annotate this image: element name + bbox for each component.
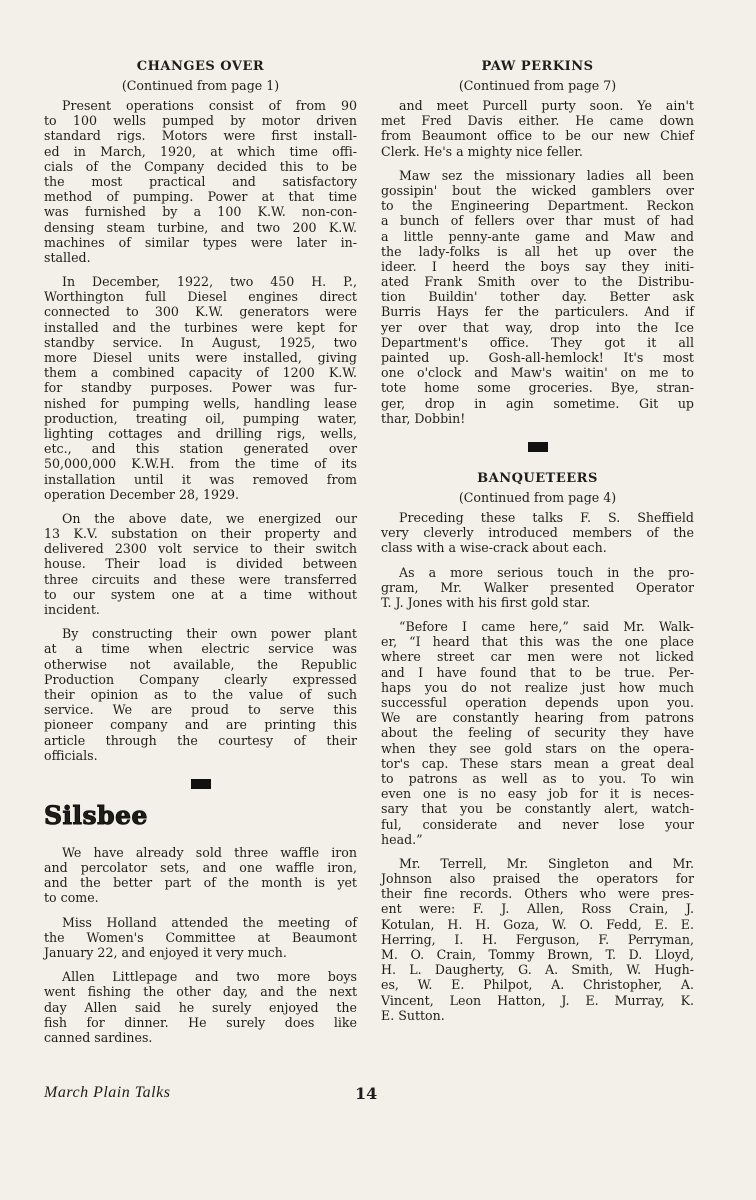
text-line: stalled. bbox=[44, 249, 91, 265]
text-line: to come. bbox=[44, 890, 99, 906]
text-line: fish for dinner. He surely does like bbox=[44, 1014, 357, 1030]
paragraph bbox=[44, 915, 357, 961]
text-line: January 22, and enjoyed it very much. bbox=[44, 945, 287, 960]
article-title: CHANGES OVER bbox=[136, 59, 265, 74]
text-line: We have already sold three waffle iron bbox=[62, 844, 357, 860]
text-line: was furnished by a 100 K.W. non-con- bbox=[44, 204, 357, 220]
text-line: ideer. I heerd the boys say they initi- bbox=[381, 258, 694, 274]
text-line: Department's office. They got it all bbox=[381, 334, 694, 350]
text-line: to patrons as well as to you. To win bbox=[381, 770, 694, 786]
text-line: the most practical and satisfactory bbox=[44, 173, 357, 189]
paragraph bbox=[381, 168, 694, 426]
text-line: densing steam turbine, and two 200 K.W. bbox=[44, 219, 357, 235]
paragraph bbox=[44, 845, 357, 906]
text-line: Johnson also praised the operators for bbox=[381, 871, 694, 887]
article-continued-note: (Continued from page 1) bbox=[121, 78, 280, 93]
text-line: ent were: F. J. Allen, Ross Crain, J. bbox=[381, 901, 694, 917]
text-line: installed and the turbines were kept for bbox=[44, 319, 357, 335]
article-continued-note: (Continued from page 7) bbox=[458, 78, 617, 93]
text-line: when they see gold stars on the opera- bbox=[381, 740, 694, 756]
article-banqueteers bbox=[381, 470, 694, 1023]
text-line: nished for pumping wells, handling lease bbox=[44, 395, 357, 411]
text-line: method of pumping. Power at that time bbox=[44, 189, 357, 205]
left-column bbox=[44, 58, 357, 1054]
text-line: went fishing the other day, and the next bbox=[44, 984, 357, 1000]
text-line: Clerk. He's a mighty nice feller. bbox=[381, 143, 583, 159]
text-line: ful, considerate and never lose your bbox=[381, 816, 694, 832]
text-line: ed in March, 1920, at which time offi- bbox=[44, 143, 357, 159]
text-line: house. Their load is divided between bbox=[44, 556, 357, 572]
text-line: thar, Dobbin! bbox=[381, 410, 466, 426]
paragraph bbox=[44, 969, 357, 1045]
text-line: installation until it was removed from bbox=[44, 471, 357, 487]
text-line: one o'clock and Maw's waitin' on me to bbox=[381, 365, 694, 381]
text-line: machines of similar types were later in- bbox=[44, 234, 357, 250]
text-line: them a combined capacity of 1200 K.W. bbox=[44, 365, 357, 381]
text-line: etc., and this station generated over bbox=[44, 441, 357, 457]
text-line: connected to 300 K.W. generators were bbox=[44, 304, 357, 320]
text-line: cials of the Company decided this to be bbox=[44, 158, 357, 174]
text-line: painted up. Gosh-all-hemlock! It's most bbox=[381, 350, 694, 365]
text-line: article through the courtesy of their bbox=[44, 732, 357, 748]
text-line: their opinion as to the value of such bbox=[44, 686, 357, 702]
text-line: to 100 wells pumped by motor driven bbox=[44, 113, 357, 129]
text-line: ger, drop in agin sometime. Git up bbox=[381, 395, 694, 411]
text-line: standby service. In August, 1925, two bbox=[44, 334, 357, 350]
text-line: more Diesel units were installed, giving bbox=[44, 350, 357, 365]
text-line: yer over that way, drop into the Ice bbox=[381, 319, 694, 335]
text-line: a little penny-ante game and Maw and bbox=[381, 228, 694, 244]
text-line: to our system one at a time without bbox=[44, 586, 357, 602]
text-line: their fine records. Others who were pres- bbox=[381, 886, 694, 902]
text-line: and I have found that to be true. Per- bbox=[381, 664, 694, 680]
paragraph bbox=[381, 565, 694, 611]
text-line: As a more serious touch in the pro- bbox=[399, 564, 694, 580]
text-line: met Fred Davis either. He came down bbox=[381, 113, 694, 129]
text-line: to the Engineering Department. Reckon bbox=[381, 198, 694, 214]
text-line: es, W. E. Philpot, A. Christopher, A. bbox=[381, 977, 694, 993]
text-line: the Women's Committee at Beaumont bbox=[44, 929, 357, 945]
text-line: for standby purposes. Power was fur- bbox=[44, 380, 357, 396]
text-line: haps you do not realize just how much bbox=[381, 679, 694, 695]
text-line: incident. bbox=[44, 602, 100, 617]
text-line: and the better part of the month is yet bbox=[44, 875, 357, 891]
text-line: In December, 1922, two 450 H. P., bbox=[62, 274, 357, 290]
text-line: Kotulan, H. H. Goza, W. O. Fedd, E. E. bbox=[381, 916, 694, 932]
text-line: otherwise not available, the Republic bbox=[44, 656, 357, 672]
text-line: Maw sez the missionary ladies all been bbox=[399, 167, 694, 183]
text-line: service. We are proud to serve this bbox=[44, 702, 357, 718]
section-heading: Silsbee bbox=[44, 800, 148, 830]
text-line: tion Buildin' tother day. Better ask bbox=[381, 289, 694, 305]
text-line: Production Company clearly expressed bbox=[44, 671, 357, 687]
text-line: H. L. Daugherty, G. A. Smith, W. Hugh- bbox=[381, 962, 694, 978]
text-line: sary that you be constantly alert, watch- bbox=[381, 801, 694, 817]
text-line: day Allen said he surely enjoyed the bbox=[44, 999, 357, 1015]
paragraph bbox=[44, 274, 357, 502]
text-line: and percolator sets, and one waffle iron, bbox=[44, 860, 357, 876]
text-line: delivered 2300 volt service to their switch bbox=[44, 541, 357, 557]
article-continued-note: (Continued from page 4) bbox=[458, 489, 617, 505]
page-number: 14 bbox=[355, 1084, 378, 1103]
article-silsbee bbox=[44, 801, 357, 1045]
text-line: Allen Littlepage and two more boys bbox=[62, 969, 357, 985]
text-line: gram, Mr. Walker presented Operator bbox=[381, 579, 694, 595]
text-line: three circuits and these were transferred bbox=[44, 571, 357, 587]
text-line: er, “I heard that this was the one place bbox=[381, 634, 694, 650]
paragraph bbox=[44, 98, 357, 265]
text-line: canned sardines. bbox=[44, 1029, 153, 1045]
text-line: where street car men were not licked bbox=[381, 649, 694, 665]
text-line: T. J. Jones with his first gold star. bbox=[381, 594, 591, 610]
text-line: class with a wise-crack about each. bbox=[381, 540, 607, 556]
text-line: ated Frank Smith over to the Distribu- bbox=[381, 274, 694, 290]
text-line: lighting cottages and drilling rigs, wells, bbox=[44, 425, 357, 441]
article-changes-over bbox=[44, 58, 357, 763]
text-line: at a time when electric service was bbox=[44, 641, 357, 657]
text-line: Mr. Terrell, Mr. Singleton and Mr. bbox=[399, 855, 694, 871]
article-title: BANQUETEERS bbox=[477, 470, 598, 486]
text-line: Herring, I. H. Ferguson, F. Perryman, bbox=[381, 931, 694, 947]
paragraph bbox=[381, 510, 694, 556]
text-line: Vincent, Leon Hatton, J. E. Murray, K. bbox=[381, 992, 694, 1008]
text-line: even one is no easy job for it is neces- bbox=[381, 786, 694, 802]
text-line: We are constantly hearing from patrons bbox=[381, 710, 694, 726]
section-divider bbox=[191, 779, 211, 789]
text-line: On the above date, we energized our bbox=[62, 510, 357, 526]
text-line: pioneer company and are printing this bbox=[44, 717, 357, 733]
text-line: the lady-folks is all het up over the bbox=[381, 243, 694, 259]
text-line: head.” bbox=[381, 831, 423, 847]
text-line: and meet Purcell purty soon. Ye ain't bbox=[399, 98, 694, 113]
text-line: about the feeling of security they have bbox=[381, 725, 694, 741]
text-line: Worthington full Diesel engines direct bbox=[44, 289, 357, 305]
paragraph bbox=[44, 626, 357, 763]
article-paw-perkins bbox=[381, 58, 694, 426]
text-line: Miss Holland attended the meeting of bbox=[62, 914, 357, 930]
text-line: very cleverly introduced members of the bbox=[381, 525, 694, 541]
text-line: from Beaumont office to be our new Chief bbox=[381, 128, 694, 144]
text-line: By constructing their own power plant bbox=[62, 626, 357, 642]
text-line: 50,000,000 K.W.H. from the time of its bbox=[44, 456, 357, 472]
text-line: Preceding these talks F. S. Sheffield bbox=[399, 509, 694, 525]
text-line: tor's cap. These stars mean a great deal bbox=[381, 755, 694, 771]
publication-name: March Plain Talks bbox=[44, 1084, 171, 1101]
text-line: 13 K.V. substation on their property and bbox=[44, 526, 357, 542]
text-line: a bunch of fellers over thar must of had bbox=[381, 213, 694, 229]
text-line: E. Sutton. bbox=[381, 1007, 445, 1023]
text-line: successful operation depends upon you. bbox=[381, 695, 694, 710]
paragraph bbox=[44, 511, 357, 617]
paragraph bbox=[381, 856, 694, 1023]
text-line: M. O. Crain, Tommy Brown, T. D. Lloyd, bbox=[381, 947, 694, 962]
text-line: operation December 28, 1929. bbox=[44, 486, 240, 502]
text-line: tote home some groceries. Bye, stran- bbox=[381, 380, 694, 396]
text-line: “Before I came here,” said Mr. Walk- bbox=[399, 619, 694, 635]
article-title: PAW PERKINS bbox=[481, 59, 594, 74]
text-line: officials. bbox=[44, 747, 98, 763]
text-line: Burris Hays fer the particulers. And if bbox=[381, 304, 694, 320]
text-line: standard rigs. Motors were first install- bbox=[44, 128, 357, 144]
text-line: gossipin' bout the wicked gamblers over bbox=[381, 182, 694, 198]
paragraph bbox=[381, 98, 694, 159]
section-divider bbox=[528, 442, 548, 452]
paragraph bbox=[381, 619, 694, 847]
text-line: production, treating oil, pumping water, bbox=[44, 410, 357, 426]
right-column bbox=[381, 58, 694, 1032]
text-line: Present operations consist of from 90 bbox=[62, 98, 357, 113]
